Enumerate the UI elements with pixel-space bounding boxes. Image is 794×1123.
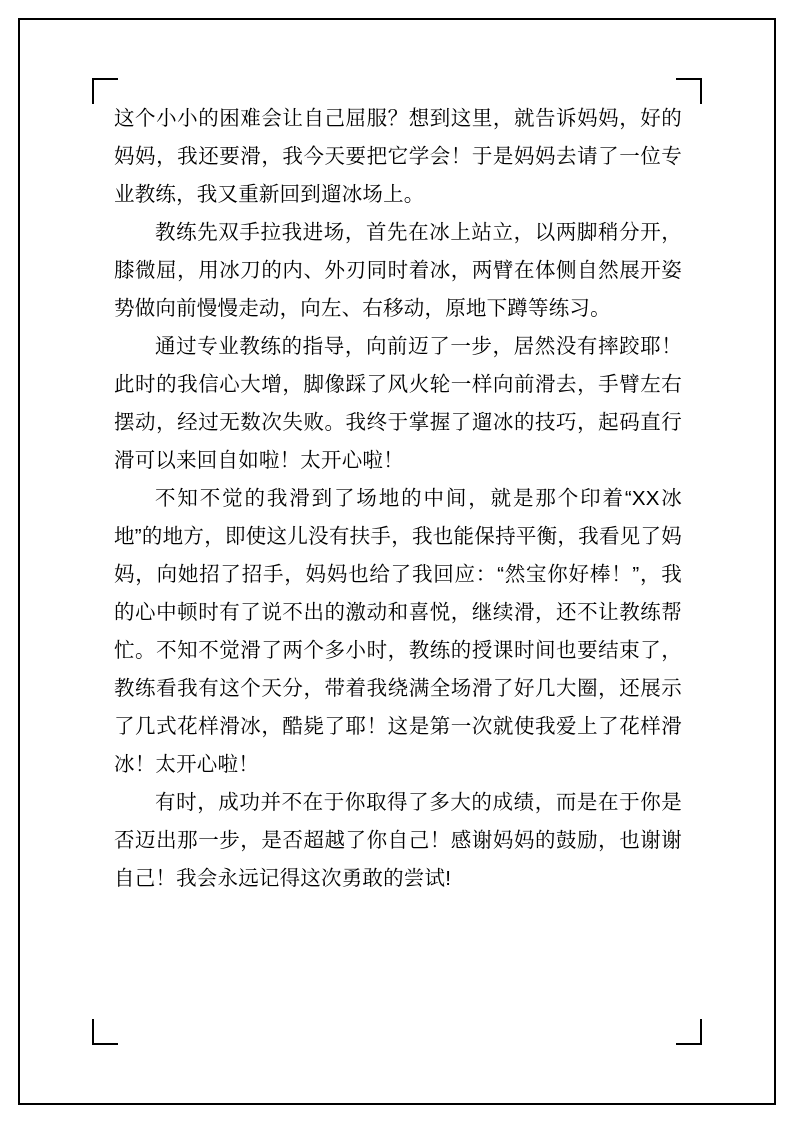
- paragraph-3: 通过专业教练的指导，向前迈了一步，居然没有摔跤耶！此时的我信心大增，脚像踩了风火轮一样向前滑去，手臂左右摆动，经过无数次失败。我终于掌握了遛冰的技巧，起码直行滑可以来回自如啦！太开心啦！: [114, 335, 682, 472]
- paragraph-5: 有时，成功并不在于你取得了多大的成绩，而是在于你是否迈出那一步，是否超越了你自己！感谢妈妈的鼓励，也谢谢自己！我会永远记得这次勇敢的尝试!: [114, 791, 682, 890]
- paragraph-4: 不知不觉的我滑到了场地的中间，就是那个印着“XX冰地”的地方，即使这儿没有扶手，我也能保持平衡，我看见了妈妈，向她招了招手，妈妈也给了我回应：“然宝你好棒！”，我的心中顿时有了说不出的激动和喜悦，继续滑，还不让教练帮忙。不知不觉滑了两个多小时，教练的授课时间也要结束了，教练看我有这个天分，带着我绕满全场滑了好几大圈，还展示了几式花样滑冰，酷毙了耶！这是第一次就使我爱上了花样滑冰！太开心啦！: [114, 487, 682, 776]
- crop-mark-bottom-left: [92, 1019, 118, 1045]
- crop-mark-bottom-right: [676, 1019, 702, 1045]
- paragraph-1: 这个小小的困难会让自己屈服？想到这里，就告诉妈妈，好的妈妈，我还要滑，我今天要把它学会！于是妈妈去请了一位专业教练，我又重新回到遛冰场上。: [114, 107, 682, 206]
- paragraph-2: 教练先双手拉我进场，首先在冰上站立，以两脚稍分开，膝微屈，用冰刀的内、外刃同时着冰，两臂在体侧自然展开姿势做向前慢慢走动，向左、右移动，原地下蹲等练习。: [114, 221, 682, 320]
- document-body: [114, 100, 682, 898]
